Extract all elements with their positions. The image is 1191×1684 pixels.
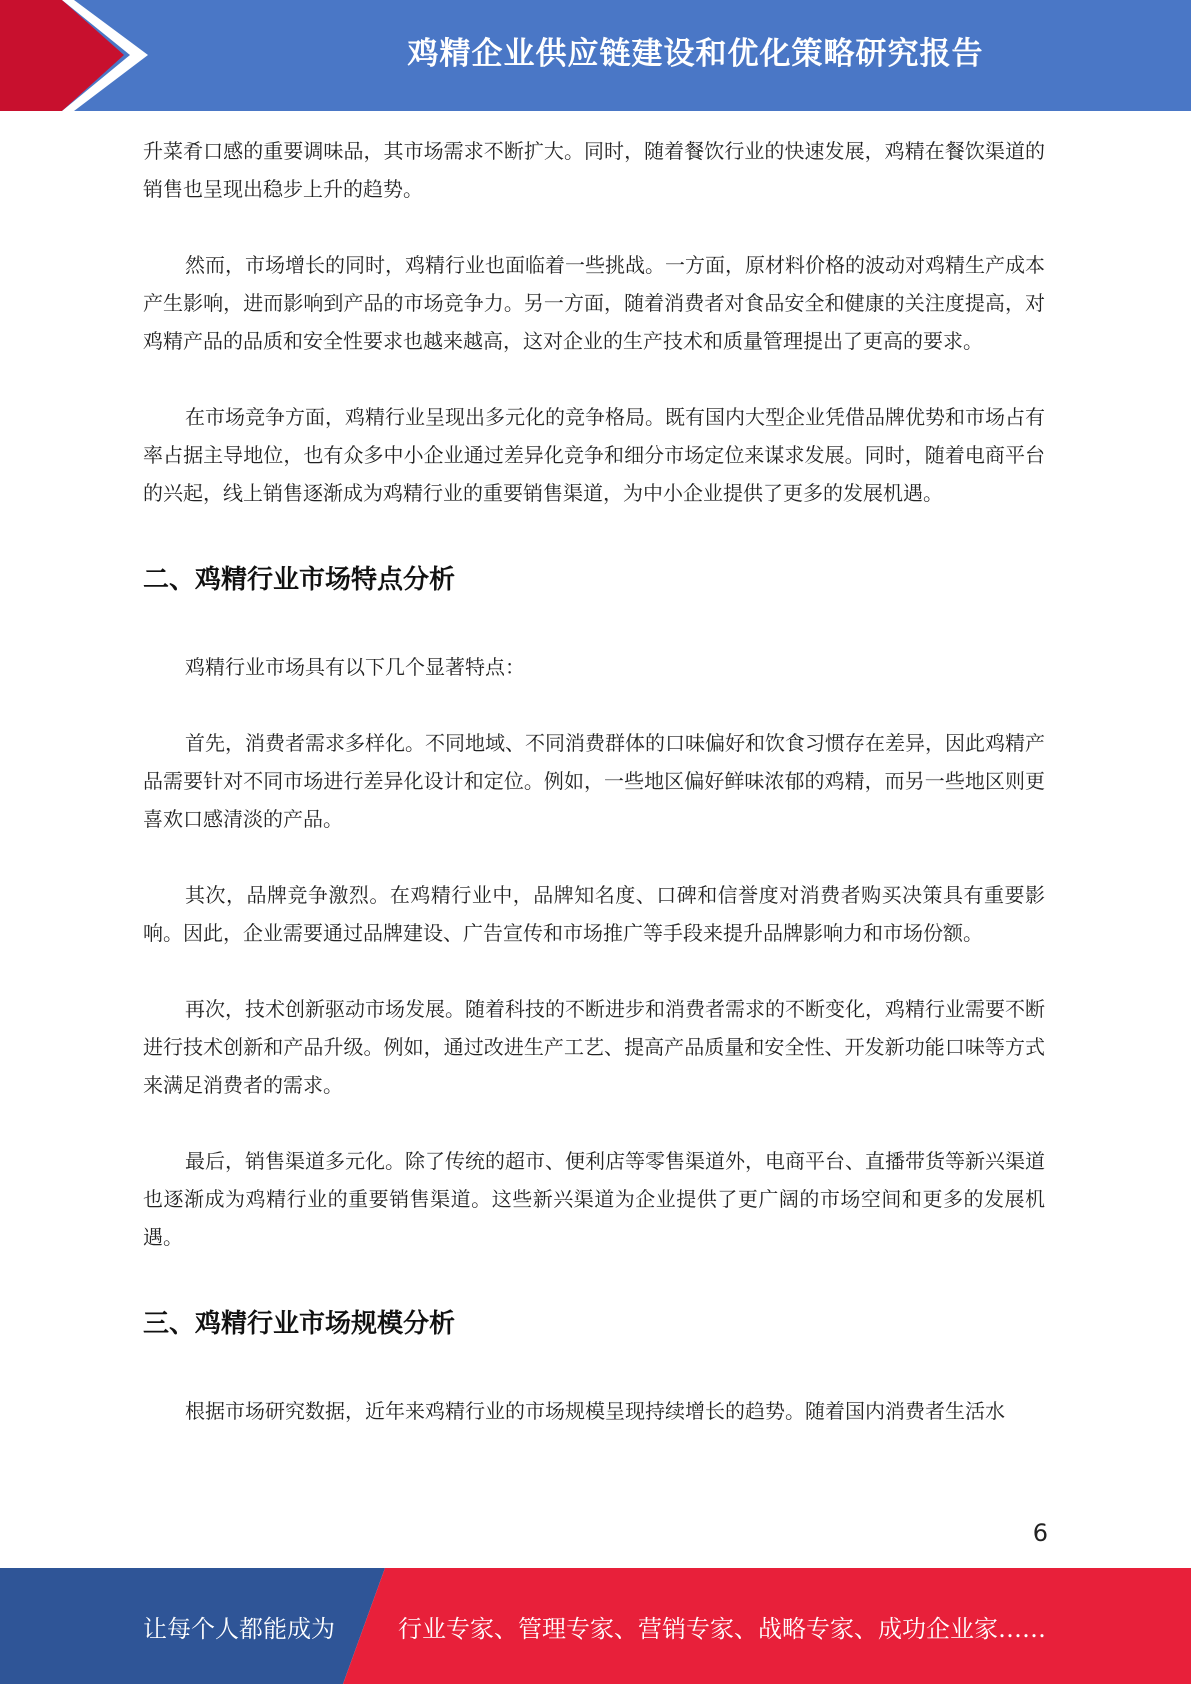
paragraph: 然而，市场增长的同时，鸡精行业也面临着一些挑战。一方面，原材料价格的波动对鸡精生产成本产生影响，进而影响到产品的市场竞争力。另一方面，随着消费者对食品安全和健康的关注度提高，对鸡精产品的品质和安全性要求也越来越高，这对企业的生产技术和质量管理提出了更高的要求。: [143, 253, 1045, 353]
footer-slogan-left: 让每个人都能成为: [143, 1614, 335, 1643]
section-heading: 三、鸡精行业市场规模分析: [143, 1309, 456, 1339]
page-footer: [0, 1568, 1191, 1684]
paragraph: 其次，品牌竞争激烈。在鸡精行业中，品牌知名度、口碑和信誉度对消费者购买决策具有重要影响。因此，企业需要通过品牌建设、广告宣传和市场推广等手段来提升品牌影响力和市场份额。: [143, 883, 1045, 945]
page-header: [0, 0, 1191, 111]
paragraph: 升菜肴口感的重要调味品，其市场需求不断扩大。同时，随着餐饮行业的快速发展，鸡精在餐饮渠道的销售也呈现出稳步上升的趋势。: [143, 139, 1045, 201]
paragraph: 再次，技术创新驱动市场发展。随着科技的不断进步和消费者需求的不断变化，鸡精行业需要不断进行技术创新和产品升级。例如，通过改进生产工艺、提高产品质量和安全性、开发新功能口味等方式来满足消费者的需求。: [143, 997, 1045, 1097]
report-title: 鸡精企业供应链建设和优化策略研究报告: [407, 35, 984, 72]
paragraph: 在市场竞争方面，鸡精行业呈现出多元化的竞争格局。既有国内大型企业凭借品牌优势和市场占有率占据主导地位，也有众多中小企业通过差异化竞争和细分市场定位来谋求发展。同时，随着电商平台的兴起，线上销售逐渐成为鸡精行业的重要销售渠道，为中小企业提供了更多的发展机遇。: [143, 405, 1045, 505]
paragraph: 首先，消费者需求多样化。不同地域、不同消费群体的口味偏好和饮食习惯存在差异，因此鸡精产品需要针对不同市场进行差异化设计和定位。例如，一些地区偏好鲜味浓郁的鸡精，而另一些地区则更喜欢口感清淡的产品。: [143, 731, 1045, 831]
section-heading: 二、鸡精行业市场特点分析: [143, 565, 456, 595]
footer-slogan-right: 行业专家、管理专家、营销专家、战略专家、成功企业家……: [398, 1614, 1046, 1643]
header-arrow-decoration: [0, 0, 160, 111]
paragraph: 最后，销售渠道多元化。除了传统的超市、便利店等零售渠道外，电商平台、直播带货等新兴渠道也逐渐成为鸡精行业的重要销售渠道。这些新兴渠道为企业提供了更广阔的市场空间和更多的发展机遇。: [143, 1149, 1045, 1249]
page-number: 6: [1032, 1519, 1048, 1547]
paragraph: 根据市场研究数据，近年来鸡精行业的市场规模呈现持续增长的趋势。随着国内消费者生活水: [185, 1399, 1005, 1423]
page-content: [143, 132, 1045, 1430]
paragraph: 鸡精行业市场具有以下几个显著特点：: [185, 655, 525, 679]
